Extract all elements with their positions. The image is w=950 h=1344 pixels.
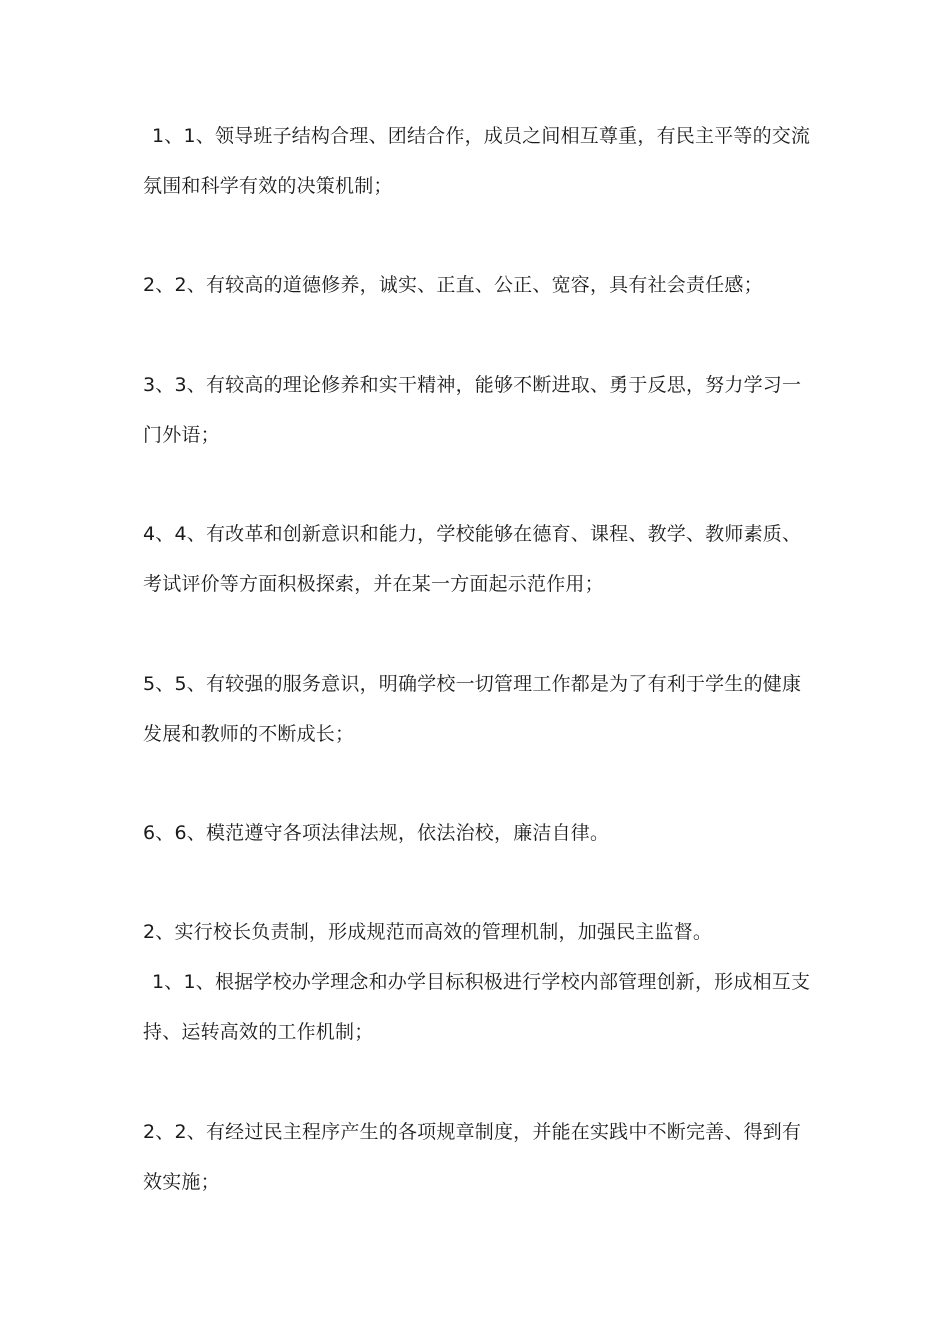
paragraph-line: 氛围和科学有效的决策机制； <box>143 175 393 197</box>
section-heading: 2、实行校长负责制，形成规范而高效的管理机制，加强民主监督。 <box>143 921 713 943</box>
paragraph-line: 2、2、有经过民主程序产生的各项规章制度，并能在实践中不断完善、得到有 <box>143 1121 802 1143</box>
paragraph-line: 发展和教师的不断成长； <box>143 723 355 745</box>
paragraph-line: 2、2、有较高的道德修养，诚实、正直、公正、宽容，具有社会责任感； <box>143 274 763 296</box>
paragraph-line: 效实施； <box>143 1171 220 1193</box>
paragraph-line: 1、1、领导班子结构合理、团结合作，成员之间相互尊重，有民主平等的交流 <box>152 125 811 147</box>
paragraph-line: 6、6、模范遵守各项法律法规，依法治校，廉洁自律。 <box>143 822 610 844</box>
paragraph-line: 考试评价等方面积极探索，并在某一方面起示范作用； <box>143 573 604 595</box>
paragraph-line: 持、运转高效的工作机制； <box>143 1021 374 1043</box>
paragraph-line: 1、1、根据学校办学理念和办学目标积极进行学校内部管理创新，形成相互支 <box>152 971 811 993</box>
paragraph-line: 3、3、有较高的理论修养和实干精神，能够不断进取、勇于反思，努力学习一 <box>143 374 802 396</box>
paragraph-line: 5、5、有较强的服务意识，明确学校一切管理工作都是为了有利于学生的健康 <box>143 673 802 695</box>
paragraph-line: 门外语； <box>143 424 220 446</box>
paragraph-line: 4、4、有改革和创新意识和能力，学校能够在德育、课程、教学、教师素质、 <box>143 523 802 545</box>
